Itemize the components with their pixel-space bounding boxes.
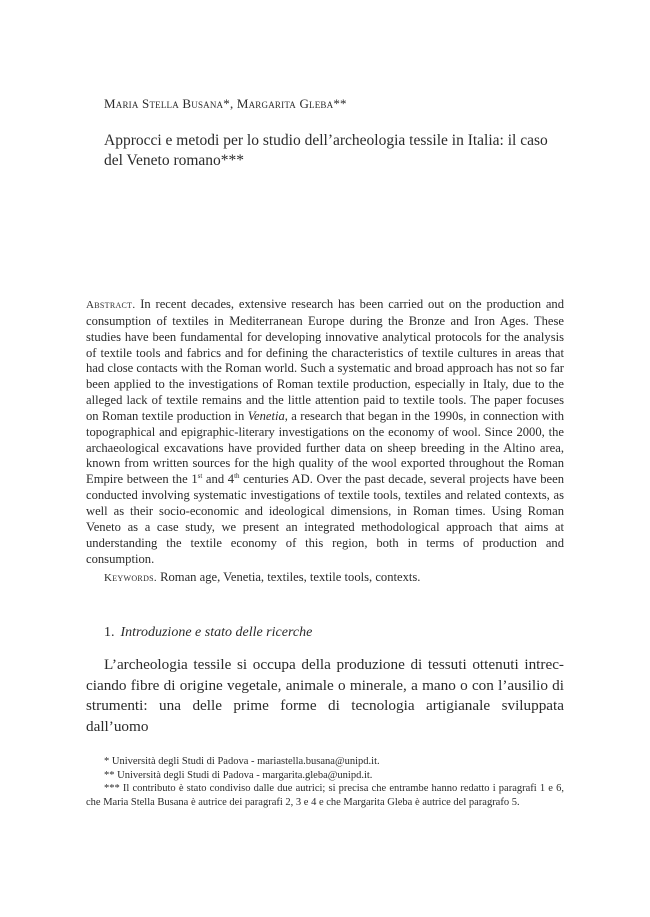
article-title: Approcci e metodi per lo studio dell’archeologia tessile in Italia: il caso del Veneto romano*** <box>104 132 548 169</box>
section-title: Introduzione e stato delle ricerche <box>120 625 313 640</box>
footnotes <box>86 755 564 810</box>
footnote-1: * Università degli Studi di Padova - mariastella.busana@unipd.it. <box>104 756 380 767</box>
abstract-text-1: In recent decades, extensive research has been carried out on the production and consumption of textiles in Mediterranean Europe during the Bronze and Iron Ages. These studies have been fundamental for developing innovative analytical protocols for the analysis of textile tools and fabrics and for defining the characteristics of textile cultures in areas that had close contacts with the Roman world. Such a systematic and broad approach has not so far been applied to the investigations of Roman textile production, especially in Italy, due to the alleged lack of textile remains and the little attention paid to textile tools. The paper focuses on Roman textile production in <box>86 297 564 423</box>
section-number: 1. <box>104 625 115 640</box>
superscript-st: st <box>197 472 203 481</box>
keywords-text: Roman age, Venetia, textiles, textile tools, contexts. <box>156 570 421 584</box>
keywords <box>104 570 564 587</box>
footnote-3-marker: *** <box>104 783 120 795</box>
abstract-label: Abstract. <box>86 299 136 311</box>
superscript-th: th <box>234 472 240 481</box>
abstract-text-2: , a research that began in the 1990s, in connection with topographical and epigraphic-literary investigations on the economy of wool. Since 2000, the archaeological excavations have provided further data on sheep breeding in the Altino area, known from written sources for the high quality of the wool exported throughout the Roman Empire between the 1 <box>86 408 565 487</box>
body-paragraph <box>86 655 564 737</box>
section-heading <box>104 625 564 641</box>
abstract-text-3: and 4 <box>202 472 235 487</box>
footnote-3 <box>86 782 564 809</box>
author-names: Maria Stella Busana*, Margarita Gleba** <box>104 96 347 111</box>
body-paragraph-text: L’archeologia tessile si occupa della produzione di tessuti ottenuti intrec-ciando fibre di origine vegetale, animale o minerale, a mano o con l’ausilio di strumenti: una delle prime forme di tecnologia artigianale sviluppata dall’uomo <box>86 656 564 735</box>
abstract-italic-term: Venetia <box>247 408 285 423</box>
footnote-3-text: Il contributo è stato condiviso dalle due autrici; si precisa che entrambe hanno redatto i paragrafi 1 e 6, che Maria Stella Busana è autrice dei paragrafi 2, 3 e 4 e che Margarita Gleba è autrice del paragrafo 5. <box>86 783 564 809</box>
abstract <box>86 297 564 567</box>
abstract-text-4: centuries AD. Over the past decade, several projects have been conducted involving systematic investigations of textile tools, textiles and related contexts, as well as their socio-economic and ideological dimensions, in Roman times. Using Roman Veneto as a case study, we present an integrated methodological approach that aims at understanding the textile economy of this region, both in terms of production and consumption. <box>86 472 565 566</box>
footnote-2: ** Università degli Studi di Padova - margarita.gleba@unipd.it. <box>104 769 373 781</box>
keywords-label: Keywords. <box>104 572 157 584</box>
